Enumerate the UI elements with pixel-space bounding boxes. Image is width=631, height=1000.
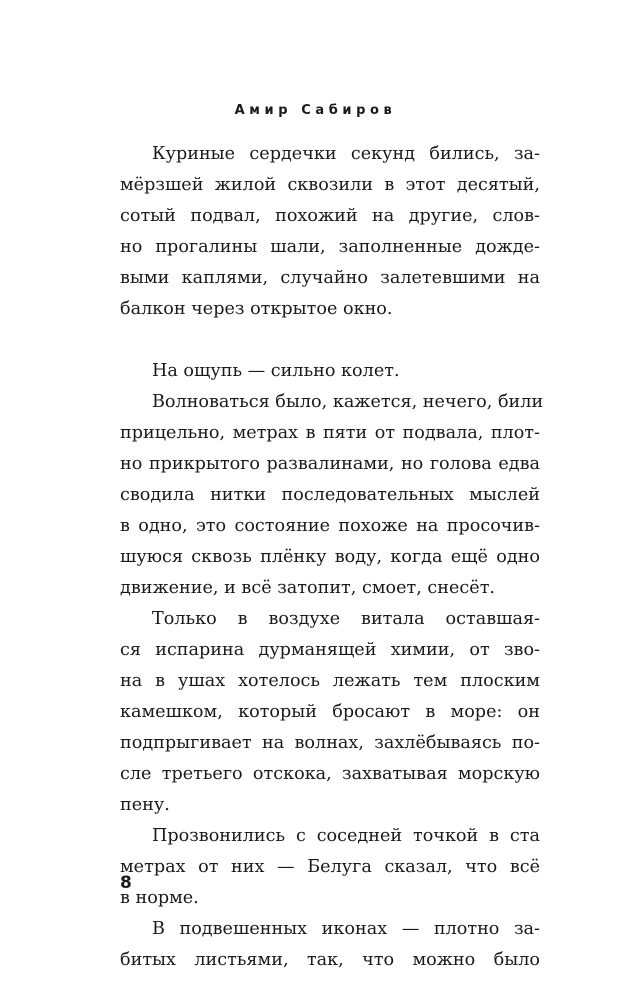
text-line: Прозвонились с соседней точкой в ста [152, 826, 540, 846]
text-line: но прогалины шали, заполненные дожде- [120, 237, 540, 257]
text-line: но прикрытого развалинами, но голова едва [120, 454, 540, 474]
text-line: На ощупь — сильно колет. [152, 361, 400, 381]
text-line: подпрыгивает на волнах, захлёбываясь по- [120, 733, 540, 753]
text-line: шуюся сквозь плёнку воду, когда ещё одно [120, 547, 540, 567]
text-line: движение, и всё затопит, смоет, снесёт. [120, 578, 496, 598]
paragraph-2 [120, 356, 540, 387]
paragraph-4 [120, 604, 540, 821]
paragraph-6 [120, 914, 540, 976]
text-line: мёрзшей жилой сквозили в этот десятый, [120, 175, 540, 195]
page-number: 8 [120, 873, 132, 893]
text-line: Куриные сердечки секунд бились, за- [152, 144, 540, 164]
text-line: в одно, это состояние похоже на просочив- [120, 516, 540, 536]
text-line: сотый подвал, похожий на другие, слов- [120, 206, 540, 226]
body-text [120, 139, 544, 976]
text-line: битых листьями, так, что можно было [120, 950, 540, 970]
text-line: Только в воздухе витала оставшая- [152, 609, 540, 629]
section-break [120, 325, 540, 356]
paragraph-3 [120, 387, 544, 604]
text-line: ся испарина дурманящей химии, от зво- [120, 640, 540, 660]
paragraph-5 [120, 821, 540, 914]
text-line: сводила нитки последовательных мыслей [120, 485, 540, 505]
text-line: прицельно, метрах в пяти от подвала, плот- [120, 423, 540, 443]
text-line: сле третьего отскока, захватывая морскую [120, 764, 540, 784]
text-line: Волноваться было, кажется, нечего, били [152, 392, 544, 412]
text-line: камешком, который бросают в море: он [120, 702, 540, 722]
text-line: выми каплями, случайно залетевшими на [120, 268, 540, 288]
text-line: на в ушах хотелось лежать тем плоским [120, 671, 540, 691]
text-line: в норме. [120, 888, 199, 908]
text-line: балкон через открытое окно. [120, 299, 393, 319]
paragraph-1 [120, 139, 540, 325]
text-line: В подвешенных иконах — плотно за- [152, 919, 540, 939]
text-line: пену. [120, 795, 170, 815]
running-head-author: Амир Сабиров [234, 103, 397, 118]
text-line: метрах от них — Белуга сказал, что всё [120, 857, 540, 877]
